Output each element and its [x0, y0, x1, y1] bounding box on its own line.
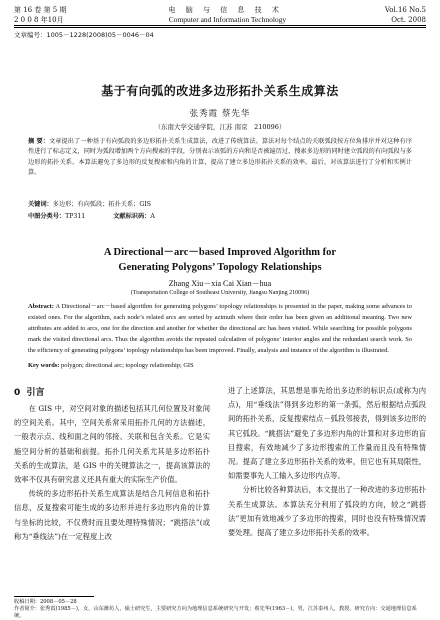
authors-en: Zhang Xiu－xia Cai Xian－hua [168, 279, 272, 288]
keywords-zh-label: 关键词： [28, 201, 53, 208]
left-column [14, 402, 210, 580]
clc-value: TP311 [65, 213, 86, 220]
running-header-en [14, 15, 426, 25]
paragraph: 传统的多边形拓扑关系生成算法是结合几何信息和拓扑信息，反复搜索可能生成的多边形并进行多边形内角的计算与坐标的比较，不仅费时而且要处理特殊情况；“跳搭法”(或称为“垂线法”)在一定程度上改 [14, 489, 210, 541]
paragraph: 进了上述算法，其思想是事先给出多边形的标识点(或称为内点)，用“垂线法”得到多边形的第一条弧，然后根据结点弧段间的拓扑关系，反复搜索结点－弧段邻接表，得到该多边形的其它弧段。“跳搭法”避免了多边形内角的计算和对多边形的盲目搜索，有效地减少了多边形搜索的工作量而且没有特殊情况。提高了建立多边形拓扑关系的效率，但它也有其局限性，如需要事先人工输入多边形内点等。 [228, 386, 426, 481]
paragraph: 在 GIS 中，对空间对象的描述包括其几何位置及对象间的空间关系。其中，空间关系常采用拓扑几何的方法描述，一般表示点、线和面之间的邻接、关联和包含关系。它是实施空间分析的基础和前提。拓扑几何关系尤其是多边形拓扑关系的生成算法，是 GIS 中的关键算法之一，提高该算法的效率不仅具有研究意义还具有重大的实际生产价值。 [14, 404, 210, 485]
journal-name-en: Computer and Information Technology [168, 15, 287, 24]
doc-code [113, 211, 155, 220]
doc-label: 文献标识码： [113, 213, 151, 220]
keywords-en [28, 362, 412, 369]
classification-zh [28, 211, 412, 220]
date-zh: 2 0 0 8 年10月 [14, 16, 64, 24]
abstract-en-text: A Directional－arc－based algorithm for generating polygons’ topology relationships is presented in the paper, making some advances to existed ones. For the algorithm, each node’s related arcs are sorted by azimuth where their order has been given an additional meaning. Two new attributes are added to arcs, one for the direction and another for whether the directional arc has been visited. While searching for possible polygons mark the visited directional arcs. Thus the algorithm avoids the repeated calculation of polygons’ interior angles and the redundant search work. So the efficiency of generating polygons’ topology relationships has been improved. Finally, analysis and instance of the algorithm is illustrated. [28, 303, 412, 354]
header-rule [14, 25, 426, 26]
abstract-en [28, 302, 412, 357]
title-en-line1: A Directional－arc－based Improved Algorithm for [103, 247, 337, 258]
date-en: Oct. 2008 [391, 16, 426, 24]
affiliation-zh: （东南大学交通学院，江苏 南京 210096） [154, 123, 286, 131]
clc-label: 中图分类号： [28, 213, 66, 220]
keywords-en-text: polygon; directional arc; topology relationship; GIS [61, 362, 194, 369]
affiliation-en: (Transportation College of Southeast University, Jiangsu Nanjing 210096) [130, 290, 310, 296]
paragraph: 分析比较各种算法后，本文提出了一种改进的多边形拓扑关系生成算法。本算法充分利用了弧段的方向，较之“跳搭法”更加有效地减少了多边形的搜索，同时也没有特殊情况需要处理。提高了建立多边形拓扑关系的效率。 [228, 485, 426, 538]
right-column [228, 384, 426, 538]
section-heading [14, 385, 45, 398]
volume-issue-en: Vol.16 No.5 [384, 6, 426, 14]
authors-zh: 张秀霞 蔡先华 [189, 109, 251, 119]
title-en-line2: Generating Polygons’ Topology Relationships [118, 262, 322, 273]
running-header-zh [14, 5, 426, 15]
volume-issue-zh: 第 16 卷 第 5 期 [14, 6, 67, 14]
journal-name-zh: 电 脑 与 信 息 技 术 [168, 6, 283, 14]
abstract-en-label: Abstract: [28, 303, 54, 310]
article-number: 文章编号：1005－1228(2008)05－0046－04 [14, 31, 154, 39]
header-rule-double [14, 27, 426, 28]
keywords-zh-text: 多边形；有向弧段；拓扑关系；GIS [52, 201, 151, 208]
section-title: 引言 [26, 388, 45, 398]
section-number: 0 [14, 388, 21, 398]
abstract-zh-text: 文章提出了一种基于有向弧段的多边形拓扑关系生成算法，改进了传统算法。算法对每个结点的关联弧段按方位角排序并对这种有序性进行了标志定义，同时为弧段增加两个方向搜索的字段，分别表示该弧的方向和是否被遍历过，搜索多边形的同时建立弧段的有向弧段与多边形的拓扑关系。本算法避免了多边形的反复搜索和内角的计算，提高了建立多边形拓扑关系的效率。最后，对该算法进行了分析和实例计算。 [28, 138, 413, 177]
abstract-zh [28, 137, 412, 179]
title-en [0, 245, 440, 275]
footnote-rule [14, 596, 94, 597]
abstract-zh-label: 摘 要： [28, 138, 50, 145]
footnote-authors: 作者简介：张秀霞(1985－)，女，山东潍坊人，硕士研究生，主要研究方向为地理信息系统研究与开发；蔡先华(1963－)，男，江苏泰州人，教授，研究方向：交通地理信息系统。 [14, 606, 417, 619]
title-zh: 基于有向弧的改进多边形拓扑关系生成算法 [101, 84, 339, 98]
footnote-received: 收稿日期：2008－05－28 [14, 599, 77, 605]
doc-value: A [150, 213, 155, 220]
keywords-zh [28, 199, 412, 208]
clc-number [28, 211, 85, 220]
keywords-en-label: Key words: [28, 362, 60, 369]
